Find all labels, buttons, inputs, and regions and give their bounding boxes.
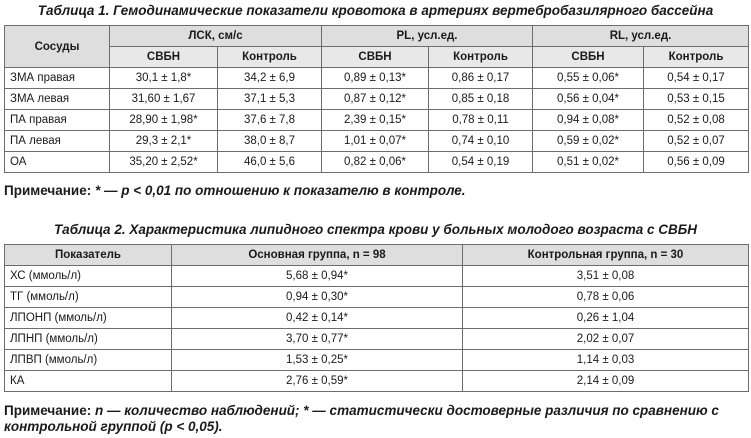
table-cell: 34,2 ± 6,9 — [218, 68, 322, 89]
table-cell: 0,42 ± 0,14* — [172, 308, 463, 329]
table-row — [5, 89, 749, 110]
table-row — [5, 350, 749, 371]
table1-caption: Таблица 1. Гемодинамические показатели кровотока в артериях вертебробазилярного бассейна — [37, 3, 714, 18]
table-cell: 0,54 ± 0,19 — [429, 152, 533, 173]
table1-note — [4, 183, 748, 199]
row-label: ОА — [5, 152, 110, 173]
sub-header: Контроль — [644, 47, 749, 68]
vessels-header: Сосуды — [5, 26, 110, 68]
sub-header: СВБН — [110, 47, 218, 68]
table-cell: 46,0 ± 5,6 — [218, 152, 322, 173]
hemodynamics-table — [4, 25, 749, 173]
table-cell: 0,87 ± 0,12* — [322, 89, 429, 110]
table-row — [5, 287, 749, 308]
table-cell: 5,68 ± 0,94* — [172, 266, 463, 287]
row-label: ЛПВП (ммоль/л) — [5, 350, 172, 371]
table-cell: 0,54 ± 0,17 — [644, 68, 749, 89]
table-row — [5, 152, 749, 173]
row-label: ТГ (ммоль/л) — [5, 287, 172, 308]
table-cell: 0,53 ± 0,15 — [644, 89, 749, 110]
table-cell: 0,82 ± 0,06* — [322, 152, 429, 173]
table2-caption: Таблица 2. Характеристика липидного спектра крови у больных молодого возраста с СВБН — [53, 222, 698, 237]
table-cell: 0,56 ± 0,09 — [644, 152, 749, 173]
table-cell: 0,89 ± 0,13* — [322, 68, 429, 89]
table-cell: 37,1 ± 5,3 — [218, 89, 322, 110]
row-label: ПА правая — [5, 110, 110, 131]
row-label: ХС (ммоль/л) — [5, 266, 172, 287]
table-cell: 0,78 ± 0,11 — [429, 110, 533, 131]
row-label: ЗМА правая — [5, 68, 110, 89]
table-cell: 28,90 ± 1,98* — [110, 110, 218, 131]
table-row — [5, 371, 749, 392]
table-cell: 2,02 ± 0,07 — [463, 329, 749, 350]
table-cell: 2,76 ± 0,59* — [172, 371, 463, 392]
indicator-header: Показатель — [5, 245, 172, 266]
table-cell: 3,70 ± 0,77* — [172, 329, 463, 350]
table-cell: 0,78 ± 0,06 — [463, 287, 749, 308]
table-cell: 0,94 ± 0,08* — [533, 110, 644, 131]
table-cell: 38,0 ± 8,7 — [218, 131, 322, 152]
table-cell: 0,52 ± 0,07 — [644, 131, 749, 152]
table-row — [5, 266, 749, 287]
note-label: Примечание: — [4, 183, 92, 198]
table-row — [5, 329, 749, 350]
row-label: ЛПНП (ммоль/л) — [5, 329, 172, 350]
table-cell: 37,6 ± 7,8 — [218, 110, 322, 131]
table-cell: 0,86 ± 0,17 — [429, 68, 533, 89]
sub-header: СВБН — [533, 47, 644, 68]
table-cell: 1,01 ± 0,07* — [322, 131, 429, 152]
pl-header: PL, усл.ед. — [322, 26, 533, 47]
table-cell: 35,20 ± 2,52* — [110, 152, 218, 173]
table-row — [5, 110, 749, 131]
table-row — [5, 308, 749, 329]
lipid-table — [4, 244, 749, 392]
table-cell: 0,52 ± 0,08 — [644, 110, 749, 131]
table-cell: 3,51 ± 0,08 — [463, 266, 749, 287]
table-cell: 31,60 ± 1,67 — [110, 89, 218, 110]
table-cell: 0,85 ± 0,18 — [429, 89, 533, 110]
sub-header: Контроль — [429, 47, 533, 68]
row-label: ЛПОНП (ммоль/л) — [5, 308, 172, 329]
table-cell: 2,14 ± 0,09 — [463, 371, 749, 392]
table-cell: 0,55 ± 0,06* — [533, 68, 644, 89]
table-cell: 1,14 ± 0,03 — [463, 350, 749, 371]
lsk-header: ЛСК, см/с — [110, 26, 322, 47]
table-cell: 0,26 ± 1,04 — [463, 308, 749, 329]
rl-header: RL, усл.ед. — [533, 26, 749, 47]
table-cell: 0,56 ± 0,04* — [533, 89, 644, 110]
table-cell: 30,1 ± 1,8* — [110, 68, 218, 89]
table-cell: 1,53 ± 0,25* — [172, 350, 463, 371]
main-group-header: Основная группа, n = 98 — [172, 245, 463, 266]
row-label: КА — [5, 371, 172, 392]
table-cell: 0,94 ± 0,30* — [172, 287, 463, 308]
sub-header: Контроль — [218, 47, 322, 68]
note-label: Примечание: — [4, 403, 92, 418]
table-cell: 0,74 ± 0,10 — [429, 131, 533, 152]
table-cell: 2,39 ± 0,15* — [322, 110, 429, 131]
note-text: * — p < 0,01 по отношению к показателю в контроле. — [91, 183, 466, 198]
sub-header: СВБН — [322, 47, 429, 68]
note-text: n — количество наблюдений; * — статистически достоверные различия по сравнению с контрольной группой (p < 0,05). — [4, 403, 719, 434]
table-cell: 0,59 ± 0,02* — [533, 131, 644, 152]
table-row — [5, 131, 749, 152]
table2-note — [4, 403, 748, 435]
table-cell: 0,51 ± 0,02* — [533, 152, 644, 173]
table-row — [5, 68, 749, 89]
row-label: ЗМА левая — [5, 89, 110, 110]
row-label: ПА левая — [5, 131, 110, 152]
table-cell: 29,3 ± 2,1* — [110, 131, 218, 152]
control-group-header: Контрольная группа, n = 30 — [463, 245, 749, 266]
